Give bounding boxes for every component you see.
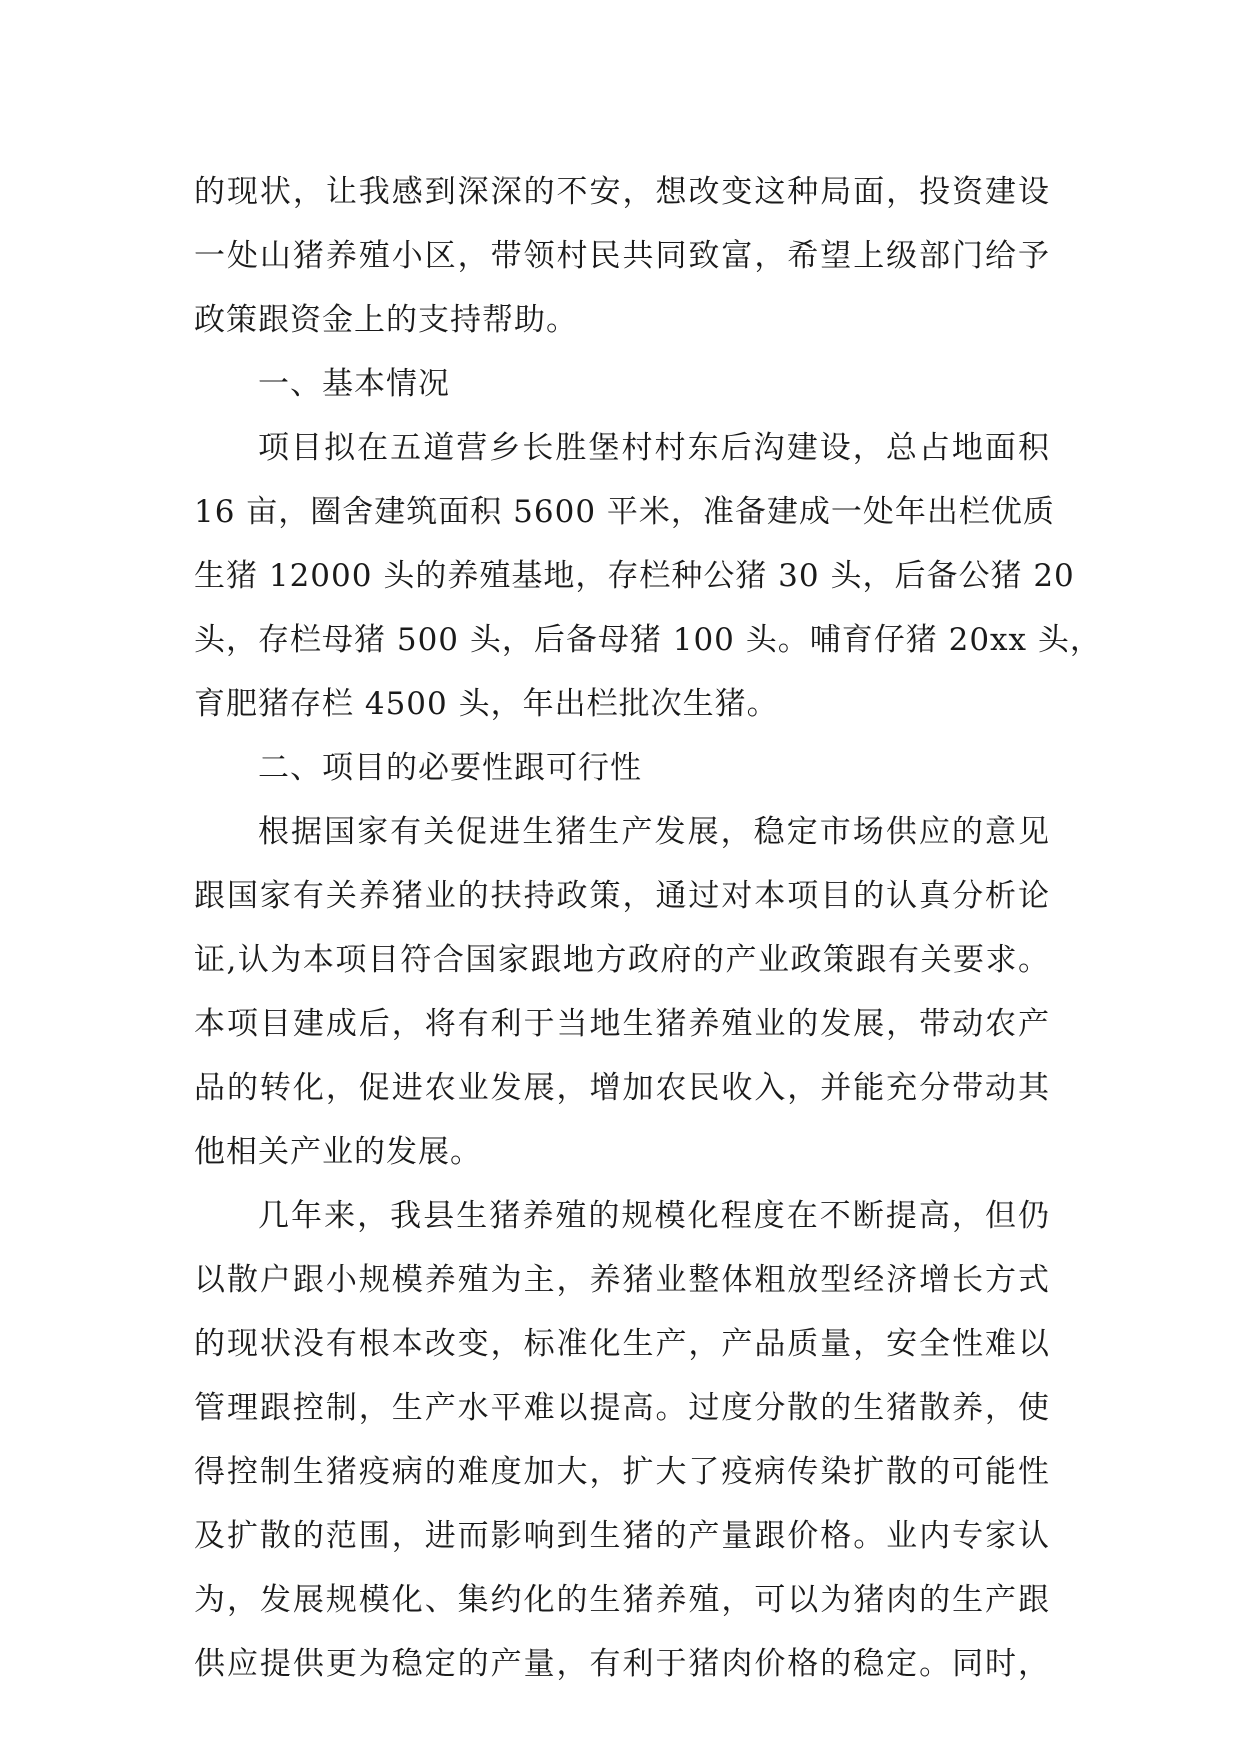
paragraph-line: 及扩散的范围，进而影响到生猪的产量跟价格。业内专家认 [194, 1518, 1050, 1554]
document-body [194, 160, 1102, 1696]
paragraph-line: 跟国家有关养猪业的扶持政策，通过对本项目的认真分析论 [194, 878, 1050, 914]
paragraph-line: 政策跟资金上的支持帮助。 [194, 302, 578, 338]
paragraph-line: 得控制生猪疫病的难度加大，扩大了疫病传染扩散的可能性 [194, 1454, 1050, 1490]
paragraph-line: 16 亩，圈舍建筑面积 5600 平米，准备建成一处年出栏优质 [194, 494, 1055, 530]
paragraph-line: 一处山猪养殖小区，带领村民共同致富，希望上级部门给予 [194, 238, 1050, 274]
paragraph-line: 头，存栏母猪 500 头，后备母猪 100 头。哺育仔猪 20xx 头， [194, 622, 1102, 658]
paragraph-line: 他相关产业的发展。 [194, 1134, 482, 1170]
paragraph-line: 项目拟在五道营乡长胜堡村村东后沟建设，总占地面积 [258, 430, 1050, 466]
paragraph-line: 管理跟控制，生产水平难以提高。过度分散的生猪散养，使 [194, 1390, 1050, 1426]
section-heading-necessity-feasibility: 二、项目的必要性跟可行性 [258, 750, 642, 786]
section-heading-basic-info: 一、基本情况 [258, 366, 450, 402]
paragraph-line: 根据国家有关促进生猪生产发展，稳定市场供应的意见 [258, 814, 1050, 850]
paragraph-line: 育肥猪存栏 4500 头，年出栏批次生猪。 [194, 686, 779, 722]
paragraph-line: 本项目建成后，将有利于当地生猪养殖业的发展，带动农产 [194, 1006, 1050, 1042]
paragraph-line: 供应提供更为稳定的产量，有利于猪肉价格的稳定。同时， [194, 1646, 1050, 1682]
paragraph-line: 品的转化，促进农业发展，增加农民收入，并能充分带动其 [194, 1070, 1050, 1106]
paragraph-line: 以散户跟小规模养殖为主，养猪业整体粗放型经济增长方式 [194, 1262, 1050, 1298]
paragraph-line: 证,认为本项目符合国家跟地方政府的产业政策跟有关要求。 [194, 942, 1050, 978]
paragraph-line: 几年来，我县生猪养殖的规模化程度在不断提高，但仍 [258, 1198, 1050, 1234]
paragraph-line: 为，发展规模化、集约化的生猪养殖，可以为猪肉的生产跟 [194, 1582, 1050, 1618]
paragraph-line: 生猪 12000 头的养殖基地，存栏种公猪 30 头，后备公猪 20 [194, 558, 1075, 594]
paragraph-line: 的现状没有根本改变，标准化生产，产品质量，安全性难以 [194, 1326, 1050, 1362]
paragraph-line: 的现状，让我感到深深的不安，想改变这种局面，投资建设 [194, 174, 1050, 210]
